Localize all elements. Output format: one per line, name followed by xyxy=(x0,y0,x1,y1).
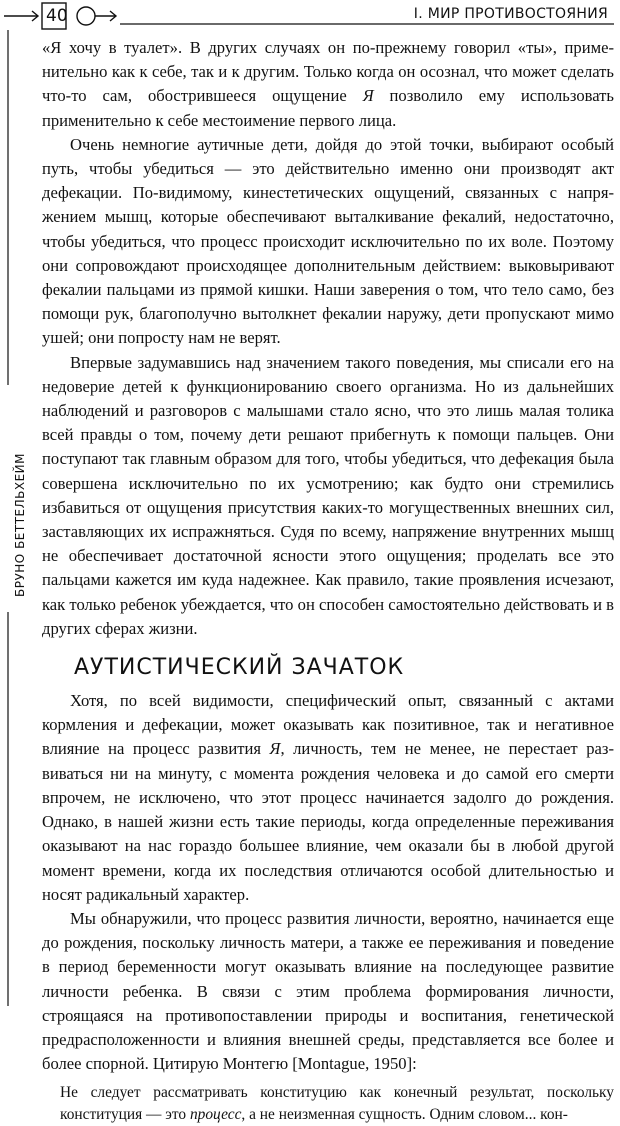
page-body xyxy=(42,36,614,1126)
chapter-title: I. МИР ПРОТИВОСТОЯНИЯ xyxy=(413,6,608,22)
paragraph-4: Хотя, по всей видимости, специфический опыт, связанный с актами кормления и дефекации, может оказывать как позитивное, так и негативное влияние на процесс развития Я, личность, тем не менее, не перестает развиваться ни на минуту, с момента рождения человека и до самой его смерти впрочем, не исключено, что этот процесс начинается задолго до рождения. Однако, в нашей жизни есть такие периоды, когда определенные переживания оказывают на нас гораздо большее влияние, чем оказали бы в любой другой момент времени, когда их последствия отличаются особой длительностью и носят радикальный характер. xyxy=(42,691,614,904)
author-name: БРУНО БЕТТЕЛЬХЕЙМ xyxy=(13,452,27,597)
paragraph-2: Очень немногие аутичные дети, дойдя до этой точки, выбирают особый путь, чтобы убедиться — это действительно именно они производят акт дефекации. По-видимому, кинестетических ощущений, связанных с напряжением мышц, которые обеспечивают выталкивание фекалий, недостаточно, чтобы убедиться, что процесс происходит исключительно по их воле. Поэтому они сопровождают происходящее дополнительным действием: выковыривают фекалии пальцами из прямой кишки. Наши заверения о том, что тело само, без помощи рук, благополучно вытолкнет фекалии наружу, дети пропускают мимо ушей; они попросту нам не верят. xyxy=(42,134,614,348)
page-number: 40 xyxy=(46,6,68,26)
block-quote: Не следует рассматривать конституцию как конечный результат, поскольку конституция — это процесс, а не неизменная сущность. Одним словом... кон- xyxy=(60,1084,614,1124)
section-heading: АУТИСТИЧЕСКИЙ ЗАЧАТОК xyxy=(74,655,405,681)
paragraph-5: Мы обнаружили, что процесс развития личности, вероятно, начинается еще до рождения, поскольку личность матери, а также ее переживания и поведение в период беременности могут оказывать влияние на последующее развитие личности ребенка. В связи с этим проблема формирования личности, строящаяся на противопоставлении природы и воспитания, генетической предрасположенности и влияния внешней среды, представляется все более и более спорной. Цитирую Монтегю [Montague, 1950]: xyxy=(42,908,614,1074)
paragraph-1: «Я хочу в туалет». В других случаях он по-прежнему говорил «ты», применительно как к себе, так и к другим. Только когда он осознал, что может сделать что-то сам, обострившееся ощущение Я позволило ему использовать применительно к себе местоимение первого лица. xyxy=(42,38,614,130)
paragraph-3: Впервые задумавшись над значением такого поведения, мы списали его на недоверие детей к функционированию своего организма. Но из дальнейших наблюдений и разговоров с малышами стало ясно, что это лишь малая толика всей правды о том, почему дети решают прибегнуть к помощи пальцев. Они поступают так главным образом для того, чтобы убедиться, что дефекация была совершена исключительно по их усмотрению; как будто они стремились избавиться от ощущения присутствия каких-то могущественных внешних сил, заставляющих их испражняться. Судя по всему, напряжение внутренних мышц не обеспечивает достаточной ясности этого ощущения; проделать все это пальцами кажется им куда надежнее. Как правило, такие проявления исчезают, как только ребенок убеждается, что он способен самостоятельно действовать и в других сферах жизни. xyxy=(42,352,614,638)
page-header xyxy=(0,0,620,36)
